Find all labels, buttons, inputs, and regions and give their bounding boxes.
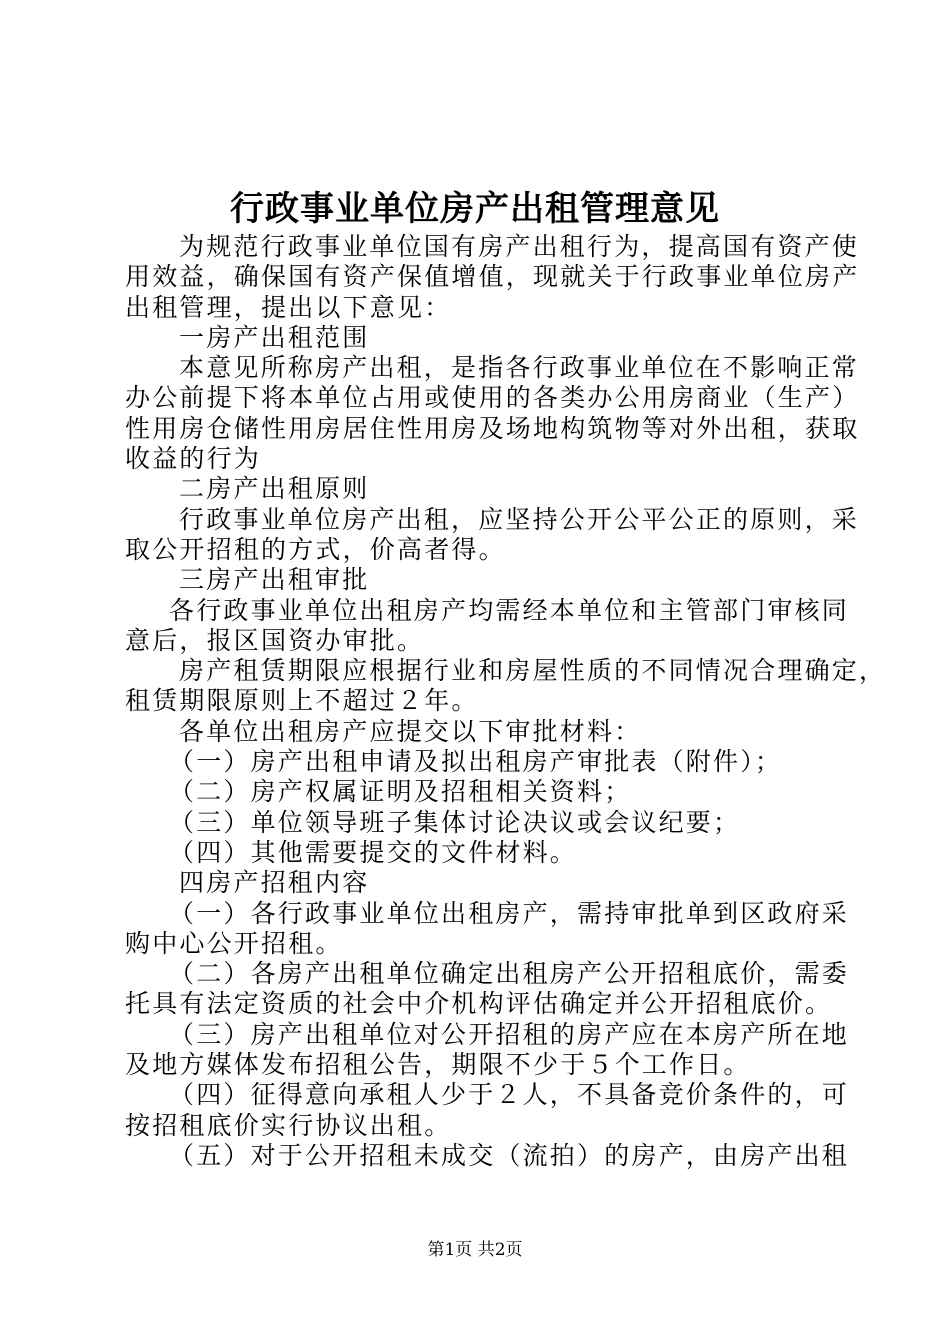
body-line: 及地方媒体发布招租公告，期限不少于５个工作日。 [125,1050,751,1080]
body-line: 行政事业单位房产出租，应坚持公开公平公正的原则，采 [179,504,860,534]
body-line: 租赁期限原则上不超过２年。 [125,686,479,716]
list-item: （二）各房产出租单位确定出租房产公开招租底价，需委 [169,959,850,989]
body-line: 各单位出租房产应提交以下审批材料： [179,716,642,746]
body-line: 购中心公开招租。 [125,928,343,958]
list-item: （一）各行政事业单位出租房产，需持审批单到区政府采 [169,898,850,928]
body-line: 各行政事业单位出租房产均需经本单位和主管部门审核同 [169,595,850,625]
body-line: 为规范行政事业单位国有房产出租行为，提高国有资产使 [179,232,860,261]
list-item: （四）其他需要提交的文件材料。 [169,837,578,867]
body-line: 办公前提下将本单位占用或使用的各类办公用房商业（生产） [125,383,860,413]
list-item: （四）征得意向承租人少于２人，不具备竞价条件的，可 [169,1080,850,1110]
body-line: 出租管理，提出以下意见： [125,292,452,322]
body-line: 房产租赁期限应根据行业和房屋性质的不同情况合理确定， [179,656,887,686]
section-heading: 一房产出租范围 [179,322,370,352]
list-item: （五）对于公开招租未成交（流拍）的房产，由房产出租 [169,1140,850,1170]
body-line: 性用房仓储性用房居住性用房及场地构筑物等对外出租，获取 [125,413,860,443]
document-body [125,232,887,1171]
body-line: 用效益，确保国有资产保值增值，现就关于行政事业单位房产 [125,262,860,292]
body-line: 取公开招租的方式，价高者得。 [125,534,506,564]
body-line: 托具有法定资质的社会中介机构评估确定并公开招租底价。 [125,989,833,1019]
body-line: 按招租底价实行协议出租。 [125,1110,452,1140]
section-heading: 三房产出租审批 [179,565,370,595]
body-line: 收益的行为 [125,444,262,474]
list-item: （二）房产权属证明及招租相关资料； [169,777,632,807]
body-line: 意后，报区国资办审批。 [125,625,425,655]
list-item: （三）房产出租单位对公开招租的房产应在本房产所在地 [169,1019,850,1049]
section-heading: 四房产招租内容 [179,868,370,898]
section-heading: 二房产出租原则 [179,474,370,504]
document-title: 行政事业单位房产出租管理意见 [230,189,720,229]
list-item: （三）单位领导班子集体讨论决议或会议纪要； [169,807,741,837]
list-item: （一）房产出租申请及拟出租房产审批表（附件）； [169,747,783,777]
body-line: 本意见所称房产出租，是指各行政事业单位在不影响正常 [179,353,860,383]
page-number-footer: 第1页 共2页 [427,1240,523,1260]
